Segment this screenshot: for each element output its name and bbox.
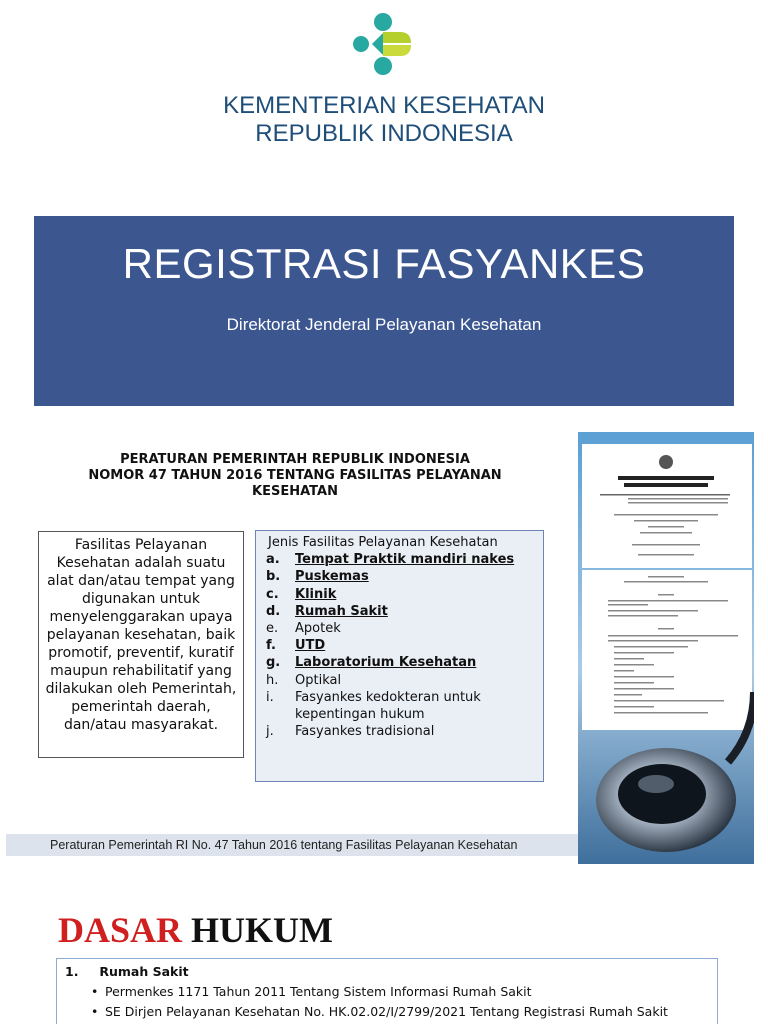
dasar-hukum-word-1: DASAR (58, 910, 183, 950)
legal-basis-bullet: • SE Dirjen Pelayanan Kesehatan No. HK.02.02/I/2799/2021 Tentang Registrasi Rumah Sakit (65, 1002, 709, 1022)
legal-basis-bullet: • Permenkes 1171 Tahun 2011 Tentang Sistem Informasi Rumah Sakit (65, 982, 709, 1002)
facility-type-item (266, 620, 533, 637)
logo-leaf-top (383, 32, 411, 43)
ministry-line-1: KEMENTERIAN KESEHATAN (223, 92, 545, 119)
facility-type-label: Puskemas (295, 569, 369, 585)
facility-type-letter: e. (266, 621, 279, 637)
facility-type-label: UTD (295, 638, 326, 654)
regulation-heading-line-3: KESEHATAN (252, 484, 338, 499)
logo-bottom-dot (374, 57, 392, 75)
facility-types-box (255, 530, 544, 782)
facility-type-item (266, 586, 533, 603)
ministry-name (0, 92, 768, 148)
facility-type-item (266, 672, 533, 689)
facility-type-item (266, 654, 533, 671)
definition-box (38, 531, 244, 758)
facility-type-letter: f. (266, 638, 276, 654)
facility-type-letter: c. (266, 586, 279, 602)
facility-type-item (266, 689, 533, 723)
facility-type-item (266, 551, 533, 568)
page-title: REGISTRASI FASYANKES (122, 240, 646, 287)
ministry-logo (352, 12, 414, 76)
facility-type-label: Fasyankes kedokteran untuk kepentingan hukum (295, 689, 481, 723)
facility-type-label: Tempat Praktik mandiri nakes (295, 552, 515, 568)
facility-type-item (266, 603, 533, 620)
page-subtitle: Direktorat Jenderal Pelayanan Kesehatan (226, 315, 542, 334)
legal-basis-section-number: 1. (65, 964, 79, 979)
facility-type-letter: h. (266, 672, 279, 688)
regulation-caption: Peraturan Pemerintah RI No. 47 Tahun 2016 tentang Fasilitas Pelayanan Kesehatan (6, 834, 578, 856)
regulation-document-photo (578, 432, 754, 864)
logo-left-dot (353, 36, 369, 52)
regulation-heading-line-2: NOMOR 47 TAHUN 2016 TENTANG FASILITAS PELAYANAN (88, 468, 502, 483)
facility-type-letter: g. (266, 655, 281, 671)
facility-type-letter: a. (266, 552, 280, 568)
legal-basis-section (65, 962, 709, 982)
legal-basis-section-title: Rumah Sakit (99, 964, 189, 979)
facility-type-label: Klinik (295, 586, 337, 602)
facility-type-label: Laboratorium Kesehatan (295, 655, 477, 671)
facility-type-letter: i. (266, 689, 274, 705)
dasar-hukum-heading (58, 910, 333, 950)
facility-type-letter: b. (266, 569, 281, 585)
facility-type-label: Rumah Sakit (295, 603, 388, 619)
facility-types-heading: Jenis Fasilitas Pelayanan Kesehatan (268, 535, 498, 550)
facility-type-item (266, 637, 533, 654)
dasar-hukum-word-2: HUKUM (191, 910, 333, 950)
facility-type-label: Optikal (295, 672, 342, 688)
logo-leaf-bottom (383, 45, 411, 56)
ministry-line-2: REPUBLIK INDONESIA (255, 120, 513, 147)
facility-type-label: Apotek (295, 621, 341, 637)
facility-type-item (266, 723, 533, 740)
regulation-heading-line-1: PERATURAN PEMERINTAH REPUBLIK INDONESIA (120, 452, 470, 467)
definition-text: Fasilitas Pelayanan Kesehatan adalah suatu alat dan/atau tempat yang digunakan untuk menyelenggarakan upaya pelayanan kesehatan, baik promotif, preventif, kuratif maupun rehabilitatif yang dilakukan oleh Pemerintah, pemerintah daerah, dan/atau masyarakat. (45, 537, 237, 733)
facility-type-label: Fasyankes tradisional (295, 724, 435, 740)
facility-type-item (266, 568, 533, 585)
regulation-heading (55, 452, 535, 500)
logo-top-dot (374, 13, 392, 31)
legal-basis-box (56, 958, 718, 1024)
facility-type-letter: d. (266, 603, 281, 619)
facility-type-letter: j. (266, 724, 274, 740)
